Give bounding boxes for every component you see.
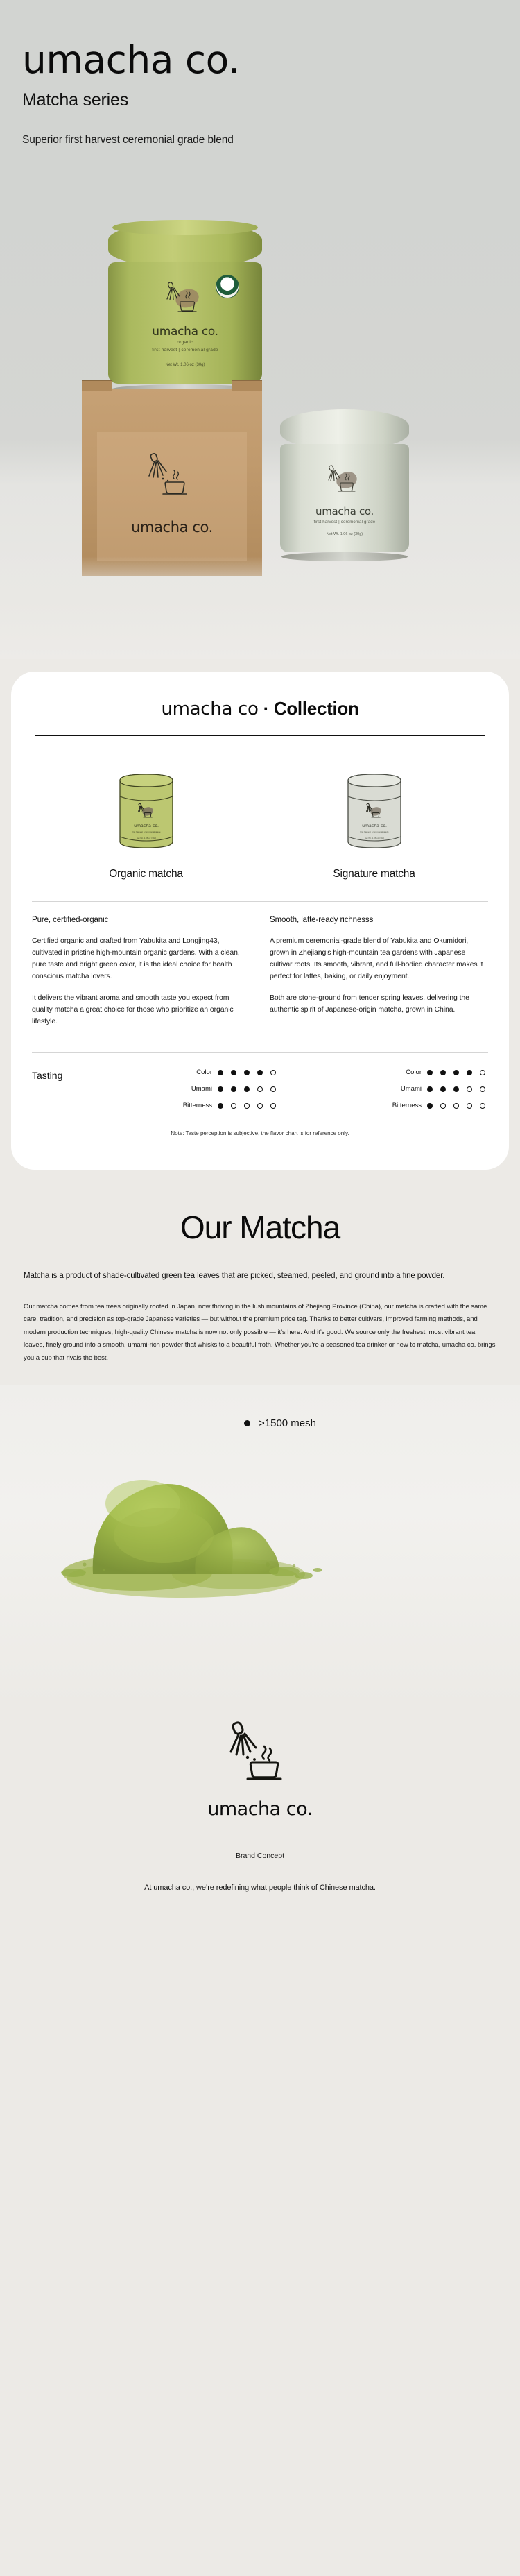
copy-heading: Smooth, latte-ready richnesss <box>270 916 374 924</box>
rating-dot <box>453 1103 459 1109</box>
collection-section <box>0 659 520 1170</box>
collection-divider <box>35 735 485 736</box>
hero-subtitle: Matcha series <box>22 89 129 110</box>
rating-dot <box>244 1103 250 1109</box>
our-matcha-title: Our Matcha <box>180 1209 340 1245</box>
signature-tin-illustration <box>338 767 410 855</box>
rating-dot <box>427 1103 433 1109</box>
tasting-label: Bitterness <box>392 1102 422 1109</box>
tasting-row <box>300 1085 488 1093</box>
copy-paragraph: Certified organic and crafted from Yabukita and Longjing43, cultivated in pristine high-mountain organic gardens. With a clean, pure taste and bright green color, it is the ideal choice for health conscious matcha lovers. <box>32 937 240 980</box>
rating-dot <box>257 1070 263 1075</box>
tasting-label: Color <box>196 1068 212 1076</box>
rating-dot <box>480 1103 485 1109</box>
rating-dot <box>257 1103 263 1109</box>
tasting-label: Bitterness <box>182 1102 212 1109</box>
organic-tin-illustration <box>110 767 182 855</box>
white-tin-grade-text: first harvest | ceremonial grade <box>313 520 376 524</box>
tasting-block-organic <box>90 1068 279 1109</box>
mesh-callout <box>244 1417 316 1429</box>
copy-paragraph: It delivers the vibrant aroma and smooth taste you expect from quality matcha a great choice for those who prioritize an organic lifestyle. <box>32 993 234 1025</box>
tasting-row <box>300 1068 488 1076</box>
svg-text:Net Wt. 1.06 oz (30g): Net Wt. 1.06 oz (30g) <box>364 837 384 839</box>
tasting-label: Color <box>406 1068 422 1076</box>
svg-text:umacha co.: umacha co. <box>361 824 387 828</box>
tasting-chart <box>32 1052 488 1109</box>
product-card-signature[interactable] <box>260 767 488 880</box>
tasting-row <box>90 1102 279 1109</box>
tasting-dots <box>218 1103 279 1109</box>
rating-dot <box>440 1070 446 1075</box>
matcha-powder-pile <box>60 1399 351 1628</box>
copy-column-signature <box>270 916 488 1037</box>
photo-floor-gradient <box>0 556 520 659</box>
tasting-dots <box>427 1070 488 1075</box>
whisk-cup-logo-icon <box>218 1718 302 1791</box>
svg-text:Net Wt. 1.06 oz (30g): Net Wt. 1.06 oz (30g) <box>136 837 156 839</box>
rating-dot <box>231 1086 236 1092</box>
rating-dot <box>270 1070 276 1075</box>
tasting-row <box>90 1068 279 1076</box>
rating-dot <box>270 1086 276 1092</box>
rating-dot <box>467 1086 472 1092</box>
svg-text:umacha co.: umacha co. <box>133 824 159 828</box>
white-tin-net-weight: Net Wt. 1.06 oz (30g) <box>326 532 363 536</box>
copy-heading: Pure, certified-organic <box>32 916 109 924</box>
matcha-powder-photo <box>0 1385 520 1712</box>
tasting-columns <box>90 1068 488 1109</box>
tasting-dots <box>427 1086 488 1092</box>
rating-dot <box>231 1070 236 1075</box>
green-tin-organic-text: organic <box>177 340 193 345</box>
collection-title-rest: Collection <box>273 698 359 719</box>
kraft-box-brand-text: umacha co. <box>131 519 213 536</box>
tasting-block-signature <box>300 1068 488 1109</box>
tasting-dots <box>218 1070 279 1075</box>
brand-concept-label: Brand Concept <box>235 1852 285 1861</box>
bullet-icon <box>244 1420 250 1426</box>
hero-header <box>0 0 520 201</box>
kraft-box-flap-right <box>232 380 262 391</box>
rating-dot <box>218 1070 223 1075</box>
product-grid <box>32 767 488 880</box>
our-matcha-lead: Matcha is a product of shade-cultivated green tea leaves that are picked, steamed, peeled, and ground into a fine powder. <box>24 1272 445 1280</box>
whisk-cup-logo-icon <box>164 280 207 323</box>
rating-dot <box>427 1070 433 1075</box>
tasting-label: Umami <box>191 1085 212 1093</box>
hero-product-photo <box>0 201 520 659</box>
rating-dot <box>218 1086 223 1092</box>
tasting-dots <box>427 1103 488 1109</box>
white-tin-packshot <box>280 409 409 558</box>
mesh-label: >1500 mesh <box>259 1417 316 1430</box>
rating-dot <box>244 1086 250 1092</box>
tasting-dots <box>218 1086 279 1092</box>
tasting-label: Umami <box>400 1085 422 1093</box>
rating-dot <box>427 1086 433 1092</box>
copy-column-organic <box>32 916 250 1037</box>
hero-tagline: Superior first harvest ceremonial grade blend <box>22 133 234 146</box>
rating-dot <box>257 1086 263 1092</box>
rating-dot <box>480 1086 485 1092</box>
rating-dot <box>453 1070 459 1075</box>
whisk-cup-logo-icon <box>325 463 364 502</box>
copy-paragraph: A premium ceremonial-grade blend of Yabukita and Okumidori, grown in Zhejiang’s high-mountain tea gardens with Japanese cultivar roots. Its smooth, vibrant, and full-bodied character makes it perfect for lattes, baking, or daily enjoyment. <box>270 937 483 980</box>
tasting-row <box>90 1085 279 1093</box>
product-copy-grid <box>32 901 488 1037</box>
whisk-cup-logo-icon <box>145 451 199 504</box>
brand-statement: At umacha co., we’re redefining what people think of Chinese matcha. <box>144 1884 376 1893</box>
kraft-box-packshot <box>82 389 262 576</box>
rating-dot <box>218 1103 223 1109</box>
green-tin-brand-text: umacha co. <box>152 325 218 339</box>
svg-text:first harvest | ceremonial gra: first harvest | ceremonial grade <box>359 830 389 833</box>
rating-dot <box>440 1103 446 1109</box>
tasting-row <box>300 1102 488 1109</box>
our-matcha-section <box>0 1170 520 1365</box>
collection-title <box>32 698 488 719</box>
product-label: Organic matcha <box>109 868 183 880</box>
collection-title-mark: umacha co <box>161 699 259 719</box>
tasting-note: Note: Taste perception is subjective, the flavor chart is for reference only. <box>171 1130 349 1136</box>
green-tin-lid <box>108 222 262 268</box>
svg-text:first harvest | ceremonial gra: first harvest | ceremonial grade <box>131 830 161 833</box>
product-label: Signature matcha <box>333 868 415 880</box>
green-tin-net-weight: Net Wt. 1.06 oz (30g) <box>165 363 205 367</box>
rating-dot <box>270 1103 276 1109</box>
green-tin-grade-text: first harvest | ceremonial grade <box>152 348 218 352</box>
rating-dot <box>440 1086 446 1092</box>
collection-card <box>11 672 509 1170</box>
tasting-title: Tasting <box>32 1070 63 1081</box>
kraft-box-flap-left <box>82 380 112 391</box>
brand-wordmark: umacha co. <box>22 37 240 82</box>
our-matcha-body: Our matcha comes from tea trees originally rooted in Japan, now thriving in the lush mountains of Zhejiang Province (China), our matcha is crafted with the same care, tradition, and precision as top-grade Japanese varieties — but without the premium price tag. Thanks to better cultivars, improved farming methods, and modern production techniques, high-quality Chinese matcha is now not only possible — it’s here. And it’s good. We source only the freshest, most vibrant tea leaves, finely ground into a smooth, umami-rich powder that whisks to a beautiful froth. Whether you’re a seasoned tea drinker or new to matcha, umacha co. brings you a cup that rivals the best. <box>24 1302 496 1362</box>
rating-dot <box>231 1103 236 1109</box>
green-tin-packshot <box>108 222 262 392</box>
usda-organic-badge-icon <box>216 275 239 298</box>
product-card-organic[interactable] <box>32 767 260 880</box>
rating-dot <box>453 1086 459 1092</box>
rating-dot <box>467 1070 472 1075</box>
copy-paragraph: Both are stone-ground from tender spring leaves, delivering the authentic spirit of Japanese-origin matcha, grown in China. <box>270 993 469 1014</box>
white-tin-brand-text: umacha co. <box>315 505 374 518</box>
footer-wordmark: umacha co. <box>207 1798 313 1820</box>
rating-dot <box>480 1070 485 1075</box>
footer-brand-section <box>0 1712 520 1975</box>
collection-title-separator: · <box>258 698 274 719</box>
rating-dot <box>244 1070 250 1075</box>
rating-dot <box>467 1103 472 1109</box>
